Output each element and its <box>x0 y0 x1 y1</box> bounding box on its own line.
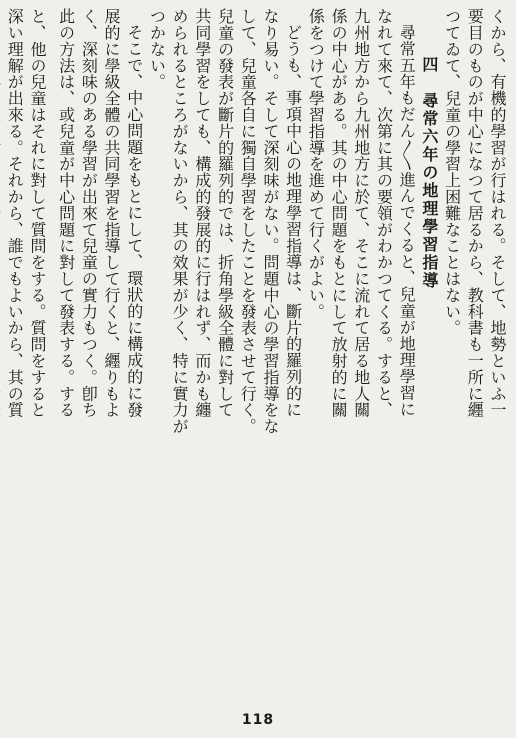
text-line: 此の方法は、或兒童が中心問題に對して發表する。する <box>56 8 76 418</box>
section-heading: 四 尋常六年の地理學習指導 <box>419 56 439 290</box>
text-line: 兒童の發表が斷片的羅列的では、折角學級全體に對して <box>215 8 235 418</box>
text-line: そこで、中心問題をもとにして、環狀的に構成的に發 <box>124 24 144 418</box>
page-number: 118 <box>241 712 275 728</box>
text-line: と、他の兒童はそれに對して質問をする。質問をすると <box>27 8 47 418</box>
text-line: つかない。 <box>147 8 167 90</box>
text-line: 展的に學級全體の共同學習を指導して行くと、纒りもよ <box>102 8 122 418</box>
text-line: 尋常五年もだん〳〵進んでくると、兒童が地理學習に <box>397 24 417 418</box>
text-line: なり易い。そして深刻味がない。問題中心の學習指導をな <box>260 8 280 435</box>
text-line: 深い理解が出來る。それから、誰でもよいから、其の質 <box>5 8 25 418</box>
text-line <box>0 8 3 708</box>
text-line: して、兒童各自に獨自學習をしたことを發表させて行く。 <box>238 8 258 435</box>
text-line: 係の中心がある。其の中心問題をもとにして放射的に關 <box>329 8 349 418</box>
text-line: 共同學習をしても、構成的發展的に行はれず、而かも纏 <box>192 8 212 418</box>
text-line: どうも、事項中心の地理學習指導は、斷片的羅列的に <box>283 24 303 418</box>
vertical-text-body <box>5 8 508 708</box>
text-line: くから、有機的學習が行はれる。そして、地勢といふ一 <box>488 8 507 418</box>
text-line: つてゐて、兒童の學習上困難なことはない。 <box>442 8 462 336</box>
text-line: く、深刻味のある學習が出來て兒童の實力もつく。卽ち <box>79 8 99 418</box>
text-line: 係をつけて學習指導を進めて行くがよい。 <box>306 8 326 320</box>
text-line: められるところがないから、其の效果が少く、特に實力が <box>170 8 190 435</box>
text-line: 要目のものが中心になつて居るから、教科書も一所に纒 <box>465 8 485 418</box>
text-line: なれて來て、次第に其の要領がわかつてくる。すると、 <box>374 8 394 418</box>
text-line: 九州地方から九州地方に於て、そこに流れて居る地人關 <box>351 8 371 418</box>
